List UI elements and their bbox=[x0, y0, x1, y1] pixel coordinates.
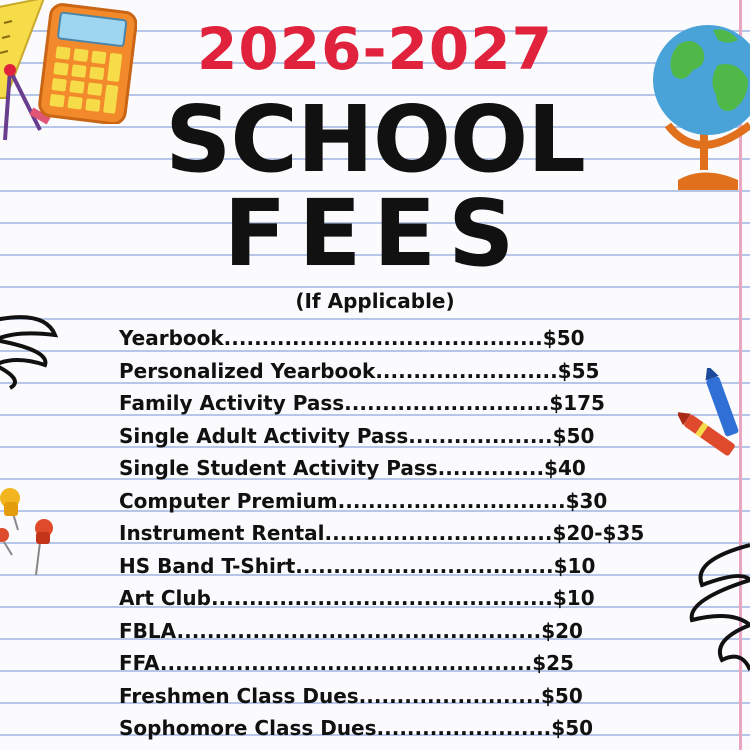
fee-price: $25 bbox=[532, 651, 574, 675]
fee-row-freshmen-class-dues bbox=[119, 680, 719, 713]
fee-row-single-adult-activity-pass bbox=[119, 420, 719, 453]
fee-dots: .............................. bbox=[324, 521, 553, 545]
fee-dots: ....................... bbox=[376, 716, 552, 740]
fee-dots: .......................................... bbox=[223, 326, 543, 350]
fee-name: Yearbook bbox=[119, 326, 224, 350]
fee-price: $20-$35 bbox=[552, 521, 645, 545]
fee-price: $175 bbox=[549, 391, 605, 415]
year-heading: 2026-2027 bbox=[197, 15, 553, 83]
fee-price: $50 bbox=[551, 716, 594, 740]
fee-name: Single Adult Activity Pass bbox=[119, 423, 409, 448]
fee-dots: .............................. bbox=[337, 488, 566, 513]
fee-dots: ................................................ bbox=[176, 618, 542, 643]
push-pin-icon bbox=[0, 480, 65, 590]
fee-name: Computer Premium bbox=[119, 488, 338, 513]
fee-name: Personalized Yearbook bbox=[119, 358, 376, 383]
fee-dots: ........................ bbox=[375, 358, 558, 383]
fee-price: $10 bbox=[553, 553, 596, 578]
fee-dots: .............. bbox=[437, 456, 545, 480]
fee-row-single-student-activity-pass bbox=[119, 452, 719, 485]
school-heading: SCHOOL bbox=[165, 86, 585, 193]
scribble-icon bbox=[0, 310, 65, 390]
fee-row-computer-premium bbox=[119, 485, 719, 518]
if-applicable-note: (If Applicable) bbox=[295, 289, 455, 313]
fee-row-fbla bbox=[119, 615, 719, 648]
fee-name: Art Club bbox=[119, 586, 211, 610]
fee-price: $50 bbox=[552, 423, 595, 448]
fee-row-instrument-rental bbox=[119, 517, 719, 550]
fee-row-yearbook bbox=[119, 322, 719, 355]
fee-row-sophomore-class-dues bbox=[119, 712, 719, 745]
fee-dots: ................... bbox=[408, 423, 553, 448]
fee-name: FBLA bbox=[119, 618, 177, 643]
fee-name: Instrument Rental bbox=[119, 521, 325, 545]
fee-row-personalized-yearbook bbox=[119, 355, 719, 388]
fee-row-family-activity-pass bbox=[119, 387, 719, 420]
fee-name: Sophomore Class Dues bbox=[119, 716, 377, 740]
fee-dots: ............................................. bbox=[210, 586, 553, 610]
fee-name: FFA bbox=[119, 651, 160, 675]
fee-dots: ........................... bbox=[344, 391, 550, 415]
fee-row-art-club bbox=[119, 582, 719, 615]
fee-price: $55 bbox=[557, 358, 600, 383]
fee-row-ffa bbox=[119, 647, 719, 680]
fee-price: $30 bbox=[565, 488, 608, 513]
fee-price: $50 bbox=[542, 326, 585, 350]
fee-name: HS Band T-Shirt bbox=[119, 553, 296, 578]
fee-dots: ................................................. bbox=[159, 651, 533, 675]
fee-price: $50 bbox=[541, 683, 583, 708]
fee-name: Family Activity Pass bbox=[119, 391, 345, 415]
fee-dots: ........................ bbox=[358, 683, 542, 708]
fee-price: $10 bbox=[552, 586, 595, 610]
fee-price: $20 bbox=[541, 618, 583, 643]
fee-list bbox=[119, 322, 719, 745]
fees-heading: FEES bbox=[223, 180, 527, 287]
fee-name: Single Student Activity Pass bbox=[119, 456, 438, 480]
fee-dots: .................................. bbox=[295, 553, 554, 578]
fee-price: $40 bbox=[544, 456, 586, 480]
fee-row-hs-band-t-shirt bbox=[119, 550, 719, 583]
fee-name: Freshmen Class Dues bbox=[119, 683, 359, 708]
